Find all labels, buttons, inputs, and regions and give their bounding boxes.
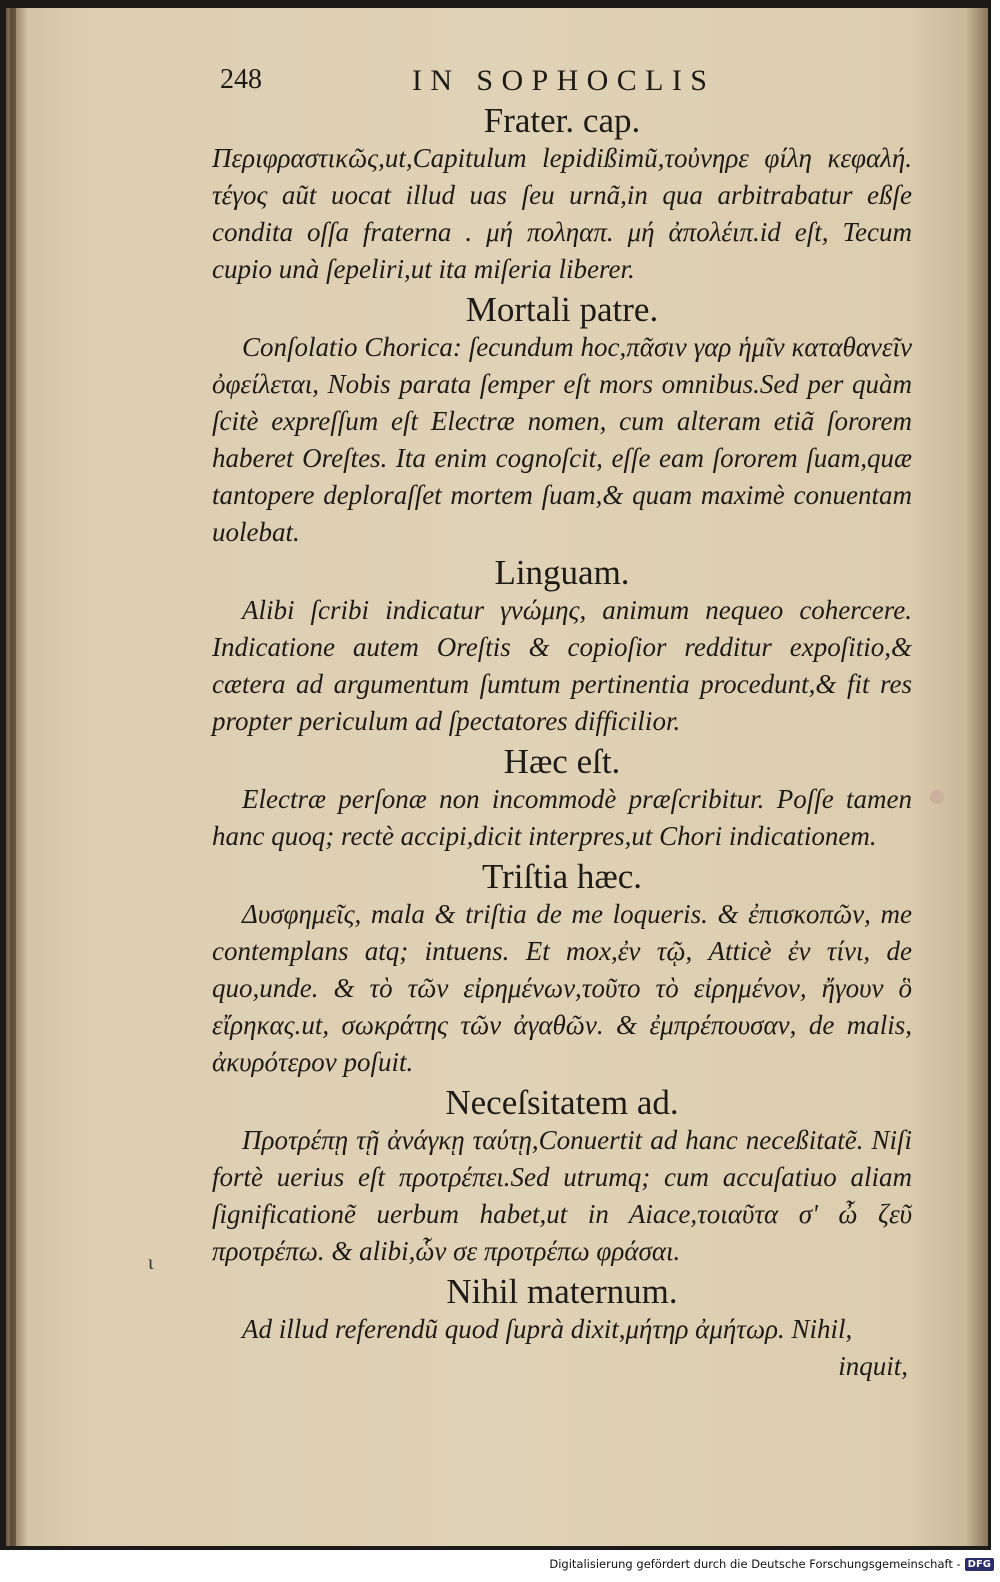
section-heading: Linguam. (494, 553, 630, 592)
dfg-logo: DFG (965, 1558, 994, 1571)
running-head (212, 58, 912, 102)
section-paragraph: Alibi ſcribi indicatur γνώμης, animum nequeo cohercere. Indicatione autem Oreſtis & copioſior redditur expoſitio,& cætera ad argumentum ſumtum pertinentia procedunt,& fit res propter periculum ad ſpectatores difficilior. (212, 595, 912, 736)
section-heading: Mortali patre. (465, 290, 659, 329)
section-paragraph: Ad illud referendũ quod ſuprà dixit,μήτηρ ἀμήτωρ. Nihil, (242, 1314, 853, 1344)
section-paragraph: Δυσφημεῖς, mala & triſtia de me loqueris. & ἐπισκοπῶν, me contemplans atq; intuens. Et mox,ἐν τῷ, Atticè ἐν τίνι, de quo,unde. & τὸ τῶν εἰρημένων,τοῦτο τὸ εἰρημένον, ἤγουν ὃ εἴρηκας.ut, σωκράτης τῶν ἀγαθῶν. & ἐμπρέπουσαν, de malis, ἀκυρότερον poſuit. (212, 899, 912, 1077)
section-heading: Triſtia hæc. (481, 857, 643, 896)
section-heading: Neceſsitatem ad. (445, 1083, 679, 1122)
running-title: IN SOPHOCLIS (412, 64, 716, 97)
section-heading: Frater. cap. (483, 101, 641, 140)
funding-credit: Digitalisierung gefördert durch die Deutsche Forschungsgemeinschaft - (549, 1557, 961, 1571)
section-paragraph: Προτρέπῃ τῇ ἀνάγκῃ ταύτῃ,Conuertit ad hanc neceßitatẽ. Niſi fortè uerius eſt προτρέπει.Sed utrumq; cum accuſatiuo aliam ſignificationẽ uerbum habet,ut in Aiace,τοιαῦτα σ' ὦ ζεῦ προτρέπω. & alibi,ὧν σε προτρέπω φράσαι. (212, 1125, 912, 1266)
section-heading: Hæc eſt. (503, 742, 621, 781)
section-heading: Nihil maternum. (446, 1272, 678, 1311)
paper-stain (930, 790, 944, 804)
page-gutter (10, 8, 16, 1546)
section-paragraph: Περιφραστικῶς,ut,Capitulum lepidißimũ,τοὐνηρε φίλη κεφαλή. τέγος aũt uocat illud uas ſeu urnã,in qua arbitrabatur eßſe condita oſſa fraterna . μή ποληαπ. μή ἀπολέιπ.id eſt, Tecum cupio unà ſepeliri,ut ita miſeria liberer. (212, 143, 912, 284)
catchword: inquit, (838, 1351, 908, 1381)
page-text-block (212, 58, 912, 1385)
section-paragraph: Electræ perſonæ non incommodè præſcribitur. Poſſe tamen hanc quoq; rectè accipi,dicit interpres,ut Chori indicationem. (212, 784, 912, 851)
digitization-footer (549, 1554, 994, 1574)
section-paragraph: Conſolatio Chorica: ſecundum hoc,πᾶσιν γαρ ἡμῖν καταθανεῖν ὀφείλεται, Nobis parata ſemper eſt mors omnibus.Sed per quàm ſcitè expreſſum eſt Electræ nomen, cum alteram etiã ſororem haberet Oreſtes. Ita enim cognoſcit, eſſe eam ſororem ſuam,quæ tantopere deploraſſet mortem ſuam,& quam maximè conuentam uolebat. (212, 332, 912, 547)
margin-mark: ι (148, 1252, 154, 1274)
page-number: 248 (220, 64, 262, 95)
